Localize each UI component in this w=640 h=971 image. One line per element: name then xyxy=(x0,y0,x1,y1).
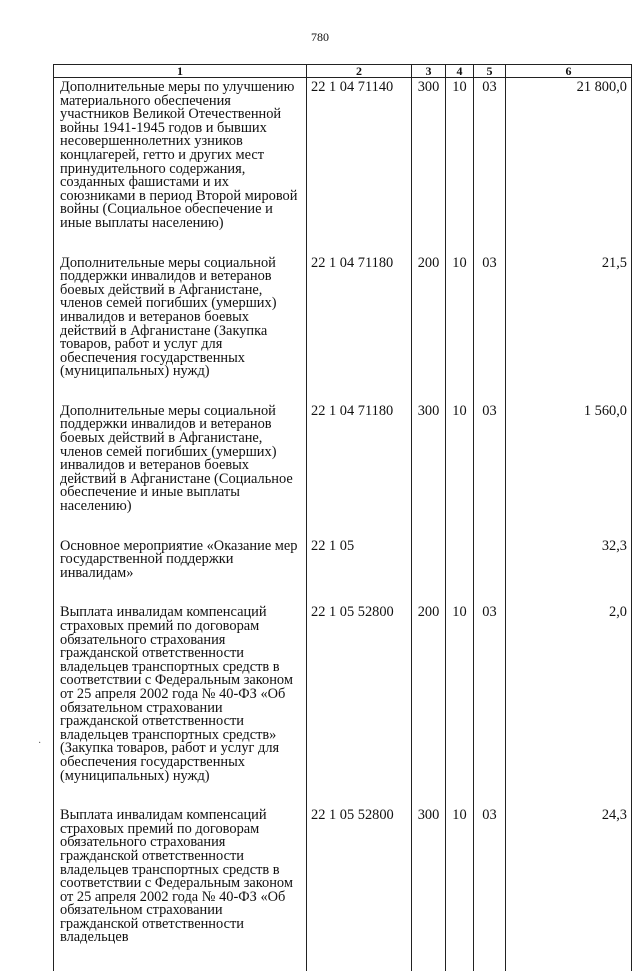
row-pr: 03 xyxy=(474,257,506,405)
row-amount: 21 800,0 xyxy=(506,78,632,257)
row-name: Основное мероприятие «Оказание мер государственной поддержки инвалидам» xyxy=(54,540,307,607)
table-row xyxy=(54,257,632,405)
row-rz: 10 xyxy=(446,257,474,405)
column-header-name: 1 xyxy=(54,65,307,78)
row-name: Выплата инвалидам компенсаций страховых премий по договорам обязательного страхования гражданской ответственности владельцев транспортных средств в соответствии с Федеральным законом от 25 апреля 2002 года № 40-ФЗ «Об обязательном страховании гражданской ответственности владельцев xyxy=(54,809,307,971)
column-header-code: 2 xyxy=(307,65,412,78)
row-pr: 03 xyxy=(474,809,506,971)
row-rz: 10 xyxy=(446,78,474,257)
row-amount: 2,0 xyxy=(506,606,632,809)
budget-table xyxy=(53,64,632,971)
row-code: 22 1 05 52800 xyxy=(307,606,412,809)
page-number: 780 xyxy=(311,30,329,44)
margin-mark: · xyxy=(38,738,42,749)
row-code: 22 1 04 71140 xyxy=(307,78,412,257)
column-header-rz: 4 xyxy=(446,65,474,78)
row-name: Дополнительные меры социальной поддержки инвалидов и ветеранов боевых действий в Афганистане, членов семей погибших (умерших) инвалидов и ветеранов боевых действий в Афганистане (Закупка товаров, работ и услуг для обеспечения государственных (муниципальных) нужд) xyxy=(54,257,307,405)
table-row xyxy=(54,606,632,809)
table-row xyxy=(54,540,632,607)
table-row xyxy=(54,809,632,971)
row-code: 22 1 05 52800 xyxy=(307,809,412,971)
row-rz: 10 xyxy=(446,606,474,809)
row-code: 22 1 04 71180 xyxy=(307,257,412,405)
row-pr: 03 xyxy=(474,78,506,257)
row-vr: 300 xyxy=(412,809,446,971)
column-header-vr: 3 xyxy=(412,65,446,78)
row-name: Дополнительные меры по улучшению материального обеспечения участников Великой Отечественной войны 1941-1945 годов и бывших несовершеннолетних узников концлагерей, гетто и других мест принудительного содержания, созданных фашистами и их союзниками в период Второй мировой войны (Социальное обеспечение и иные выплаты населению) xyxy=(54,78,307,257)
row-amount: 21,5 xyxy=(506,257,632,405)
row-code: 22 1 04 71180 xyxy=(307,405,412,540)
column-header-pr: 5 xyxy=(474,65,506,78)
row-vr xyxy=(412,540,446,607)
row-pr: 03 xyxy=(474,606,506,809)
table-row xyxy=(54,78,632,257)
row-rz: 10 xyxy=(446,405,474,540)
row-vr: 300 xyxy=(412,78,446,257)
row-rz: 10 xyxy=(446,809,474,971)
row-vr: 200 xyxy=(412,606,446,809)
row-vr: 300 xyxy=(412,405,446,540)
row-pr: 03 xyxy=(474,405,506,540)
table-header-row xyxy=(54,65,632,78)
row-amount: 1 560,0 xyxy=(506,405,632,540)
row-rz xyxy=(446,540,474,607)
row-name: Дополнительные меры социальной поддержки инвалидов и ветеранов боевых действий в Афганистане, членов семей погибших (умерших) инвалидов и ветеранов боевых действий в Афганистане (Социальное обеспечение и иные выплаты населению) xyxy=(54,405,307,540)
row-vr: 200 xyxy=(412,257,446,405)
row-code: 22 1 05 xyxy=(307,540,412,607)
row-name: Выплата инвалидам компенсаций страховых премий по договорам обязательного страхования гражданской ответственности владельцев транспортных средств в соответствии с Федеральным законом от 25 апреля 2002 года № 40-ФЗ «Об обязательном страховании гражданской ответственности владельцев транспортных средств» (Закупка товаров, работ и услуг для обеспечения государственных (муниципальных) нужд) xyxy=(54,606,307,809)
table-row xyxy=(54,405,632,540)
column-header-amount: 6 xyxy=(506,65,632,78)
row-amount: 24,3 xyxy=(506,809,632,971)
row-amount: 32,3 xyxy=(506,540,632,607)
row-pr xyxy=(474,540,506,607)
